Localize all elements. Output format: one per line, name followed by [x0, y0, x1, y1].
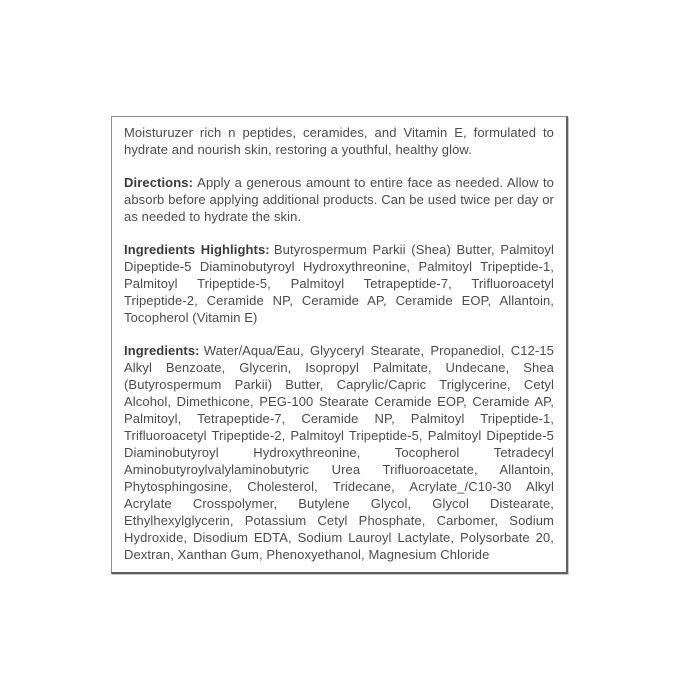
ingredients-info-panel: [111, 116, 568, 574]
ingredients-text: Water/Aqua/Eau, Glyyceryl Stearate, Propanediol, C12-15 Alkyl Benzoate, Glycerin, Isopropyl Palmitate, Undecane, Shea (Butyrospermum Parkii) Butter, Caprylic/Capric Triglycerine, Cetyl Alcohol, Dimethicone, PEG-100 Stearate Ceramide EOP, Ceramide AP, Palmitoyl, Tetrapeptide-7, Ceramide NP, Palmitoyl Tripeptide-1, Trifluoroacetyl Tripeptide-2, Palmitoyl Tripeptide-5, Palmitoyl Dipeptide-5 Diaminobutyroyl Hydroxythreonine, Tocopherol Tetradecyl Aminobutyroylvalylaminobutyric Urea Trifluoroacetate, Allantoin, Phytosphingosine, Cholesterol, Tridecane, Acrylate_/C10-30 Alkyl Acrylate Crosspolymer, Butylene Glycol, Glycol Distearate, Ethylhexylglycerin, Potassium Cetyl Phosphate, Carbomer, Sodium Hydroxide, Disodium EDTA, Sodium Lauroyl Lactylate, Polysorbate 20, Dextran, Xanthan Gum, Phenoxyethanol, Magnesium Chloride: [124, 343, 554, 562]
product-description-text: Moisturuzer rich n peptides, ceramides, and Vitamin E, formulated to hydrate and nourish skin, restoring a youthful, healthy glow.: [124, 125, 554, 157]
ingredients-highlights-text: Butyrospermum Parkii (Shea) Butter, Palmitoyl Dipeptide-5 Diaminobutyroyl Hydroxythreonine, Palmitoyl Tripeptide-1, Palmitoyl Tripeptide-5, Palmitoyl Tetrapeptide-7, Trifluoroacetyl Tripeptide-2, Ceramide NP, Ceramide AP, Ceramide EOP, Allantoin, Tocopherol (Vitamin E): [124, 242, 554, 325]
directions-paragraph: [124, 174, 554, 225]
ingredients-heading: Ingredients:: [124, 343, 200, 358]
directions-heading: Directions:: [124, 175, 194, 190]
directions-text: Apply a generous amount to entire face as needed. Allow to absorb before applying additional products. Can be used twice per day or as needed to hydrate the skin.: [124, 175, 554, 224]
product-description-paragraph: [124, 124, 554, 158]
ingredients-highlights-heading: Ingredients Highlights:: [124, 242, 270, 257]
ingredients-highlights-paragraph: [124, 241, 554, 326]
ingredients-paragraph: [124, 342, 554, 563]
